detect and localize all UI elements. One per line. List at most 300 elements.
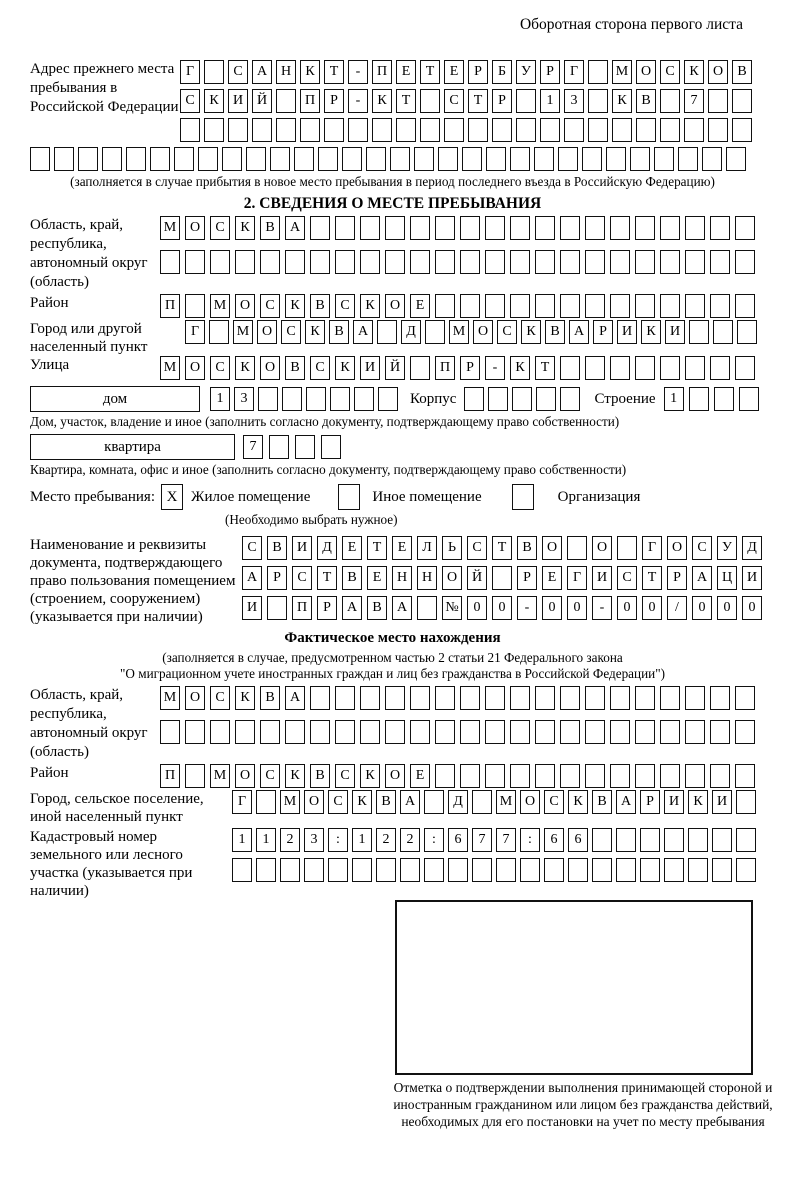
char-box [735, 686, 755, 710]
char-row [464, 387, 580, 411]
char-box [610, 356, 630, 380]
char-box [285, 720, 305, 744]
char-box [472, 858, 492, 882]
char-box: Т [420, 60, 440, 84]
char-box [424, 858, 444, 882]
char-box [510, 686, 530, 710]
char-box: Д [401, 320, 421, 344]
char-box: Л [417, 536, 437, 560]
char-box: И [242, 596, 262, 620]
char-box [535, 686, 555, 710]
char-box: К [335, 356, 355, 380]
char-box [435, 250, 455, 274]
char-box [485, 764, 505, 788]
char-box [610, 720, 630, 744]
char-box: К [688, 790, 708, 814]
char-box: - [517, 596, 537, 620]
char-box [617, 536, 637, 560]
char-box [660, 686, 680, 710]
char-box: К [204, 89, 224, 113]
char-box: К [300, 60, 320, 84]
char-box: М [496, 790, 516, 814]
char-box: 1 [352, 828, 372, 852]
char-box [295, 435, 315, 459]
char-box [472, 790, 492, 814]
char-box: Р [267, 566, 287, 590]
char-box [660, 118, 680, 142]
char-box [486, 147, 506, 171]
char-box [310, 720, 330, 744]
actual-location-title: Фактическое место нахождения [284, 630, 501, 646]
char-box: В [310, 764, 330, 788]
house-caption: Дом, участок, владение и иное (заполнить согласно документу, подтверждающему право собственности) [30, 414, 620, 429]
char-box [710, 356, 730, 380]
char-box: Р [492, 89, 512, 113]
char-box [306, 387, 326, 411]
char-box [560, 764, 580, 788]
char-box: 0 [642, 596, 662, 620]
char-box [210, 250, 230, 274]
char-row [160, 686, 755, 710]
char-box [512, 387, 532, 411]
char-box [376, 858, 396, 882]
char-box: Т [367, 536, 387, 560]
char-box [420, 89, 440, 113]
char-box: В [732, 60, 752, 84]
document-rows [242, 536, 762, 620]
char-box [185, 294, 205, 318]
char-box: С [335, 294, 355, 318]
char-box [710, 686, 730, 710]
char-box [209, 320, 229, 344]
char-box: В [329, 320, 349, 344]
char-box: Т [317, 566, 337, 590]
char-box: С [544, 790, 564, 814]
char-box [560, 294, 580, 318]
char-box [660, 356, 680, 380]
char-box: О [520, 790, 540, 814]
char-box: О [257, 320, 277, 344]
char-box: К [612, 89, 632, 113]
char-box [592, 828, 612, 852]
char-box: М [210, 294, 230, 318]
char-box: 0 [542, 596, 562, 620]
char-box [210, 720, 230, 744]
char-box [636, 118, 656, 142]
char-box [260, 250, 280, 274]
char-box: А [285, 686, 305, 710]
char-box: 7 [472, 828, 492, 852]
char-box [435, 720, 455, 744]
char-box [612, 118, 632, 142]
char-box: 6 [544, 828, 564, 852]
char-box [710, 216, 730, 240]
char-box: В [545, 320, 565, 344]
char-box: М [233, 320, 253, 344]
char-box: 1 [664, 387, 684, 411]
char-box: О [473, 320, 493, 344]
district-block [30, 294, 755, 318]
char-box [414, 147, 434, 171]
char-box: А [692, 566, 712, 590]
char-row [180, 60, 752, 84]
char-box [735, 720, 755, 744]
street-block [30, 356, 755, 380]
char-box [708, 89, 728, 113]
char-box: В [367, 596, 387, 620]
char-box [410, 356, 430, 380]
char-box [304, 858, 324, 882]
char-box [585, 720, 605, 744]
char-box [424, 790, 444, 814]
char-box [360, 720, 380, 744]
char-box [354, 387, 374, 411]
char-box: Г [564, 60, 584, 84]
char-box [588, 89, 608, 113]
char-box [510, 764, 530, 788]
char-box: В [260, 686, 280, 710]
char-box: А [392, 596, 412, 620]
char-box [378, 387, 398, 411]
city-block [30, 320, 755, 356]
char-box [352, 858, 372, 882]
char-box: С [180, 89, 200, 113]
char-box: С [328, 790, 348, 814]
char-box: С [467, 536, 487, 560]
char-box [588, 118, 608, 142]
char-box [280, 858, 300, 882]
char-box [710, 294, 730, 318]
char-box [635, 764, 655, 788]
char-box [585, 294, 605, 318]
char-box: 7 [496, 828, 516, 852]
char-box: В [376, 790, 396, 814]
option-organization-label: Организация [557, 488, 641, 505]
char-box [390, 147, 410, 171]
char-box [318, 147, 338, 171]
char-box [534, 147, 554, 171]
char-box [435, 216, 455, 240]
char-box: К [568, 790, 588, 814]
char-box [702, 147, 722, 171]
char-row [242, 596, 762, 620]
actual-city-block [30, 790, 755, 826]
char-box [685, 294, 705, 318]
char-box: 1 [210, 387, 230, 411]
char-box [460, 294, 480, 318]
char-box: 2 [400, 828, 420, 852]
char-row [160, 294, 755, 318]
char-box [256, 790, 276, 814]
char-box [536, 387, 556, 411]
char-box: К [360, 764, 380, 788]
char-box: Р [593, 320, 613, 344]
char-box [560, 216, 580, 240]
char-box: Е [396, 60, 416, 84]
char-box [585, 250, 605, 274]
char-box [385, 250, 405, 274]
stay-type-label: Место пребывания: [30, 488, 155, 505]
char-box [684, 118, 704, 142]
char-box [535, 764, 555, 788]
char-box: П [292, 596, 312, 620]
char-box [640, 828, 660, 852]
char-box [735, 250, 755, 274]
char-box [342, 147, 362, 171]
district-label: Район [30, 295, 69, 311]
char-box: О [385, 294, 405, 318]
char-box: С [444, 89, 464, 113]
option-residential-label: Жилое помещение [191, 488, 311, 505]
char-row [210, 387, 398, 411]
char-row [180, 89, 752, 113]
char-box: Т [642, 566, 662, 590]
char-box: С [210, 356, 230, 380]
char-box [400, 858, 420, 882]
char-box: 2 [376, 828, 396, 852]
char-box [685, 686, 705, 710]
char-box [160, 250, 180, 274]
char-box: Е [542, 566, 562, 590]
cadastral-block [30, 828, 755, 900]
char-box: 0 [467, 596, 487, 620]
char-box: Ь [442, 536, 462, 560]
char-box: К [510, 356, 530, 380]
char-box: В [267, 536, 287, 560]
char-box [377, 320, 397, 344]
char-box: К [235, 686, 255, 710]
char-box: Р [540, 60, 560, 84]
char-box: 0 [717, 596, 737, 620]
char-box: В [285, 356, 305, 380]
char-box [485, 216, 505, 240]
actual-district-block [30, 764, 755, 788]
char-box: 3 [564, 89, 584, 113]
char-box [78, 147, 98, 171]
char-box [708, 118, 728, 142]
char-box: Е [367, 566, 387, 590]
char-box: Р [640, 790, 660, 814]
char-box [732, 118, 752, 142]
char-box [710, 720, 730, 744]
char-box [228, 118, 248, 142]
char-box [664, 828, 684, 852]
char-box [714, 387, 734, 411]
char-box [492, 566, 512, 590]
region-block [30, 216, 755, 292]
prev-address-rows [180, 60, 752, 142]
char-row [160, 216, 755, 240]
char-box [685, 356, 705, 380]
stroenie-label: Строение [594, 390, 656, 407]
char-box: Б [492, 60, 512, 84]
char-row [242, 566, 762, 590]
char-box [310, 686, 330, 710]
char-box: Т [468, 89, 488, 113]
char-box [568, 858, 588, 882]
char-box: Е [410, 294, 430, 318]
char-row [160, 250, 755, 274]
char-box [485, 720, 505, 744]
char-box: О [592, 536, 612, 560]
char-box [360, 686, 380, 710]
char-box: О [260, 356, 280, 380]
char-box [712, 828, 732, 852]
char-box [438, 147, 458, 171]
char-box: У [717, 536, 737, 560]
char-box [558, 147, 578, 171]
char-box [712, 858, 732, 882]
char-box: К [235, 216, 255, 240]
char-box: О [235, 764, 255, 788]
char-box: П [160, 294, 180, 318]
char-box: - [348, 60, 368, 84]
char-box: К [372, 89, 392, 113]
char-box [592, 858, 612, 882]
char-box: А [285, 216, 305, 240]
char-box: И [228, 89, 248, 113]
char-box [321, 435, 341, 459]
char-box: О [185, 356, 205, 380]
char-box: 0 [742, 596, 762, 620]
char-box [328, 858, 348, 882]
char-box: П [160, 764, 180, 788]
char-box [685, 764, 705, 788]
char-row [180, 118, 752, 142]
char-box: В [592, 790, 612, 814]
char-box [678, 147, 698, 171]
char-box: Р [317, 596, 337, 620]
char-row [160, 720, 755, 744]
char-box: С [260, 294, 280, 318]
apartment-caption: Квартира, комната, офис и иное (заполнить согласно документу, подтверждающему право собственности) [30, 462, 627, 477]
char-box [360, 216, 380, 240]
char-box: Й [385, 356, 405, 380]
char-box: К [521, 320, 541, 344]
char-box [660, 216, 680, 240]
char-box [252, 118, 272, 142]
char-box: И [665, 320, 685, 344]
char-box [737, 320, 757, 344]
char-box [300, 118, 320, 142]
page-side-note: Оборотная сторона первого листа [519, 16, 743, 33]
char-box [335, 216, 355, 240]
char-box [246, 147, 266, 171]
char-box: 7 [684, 89, 704, 113]
char-box: Г [185, 320, 205, 344]
char-box [185, 764, 205, 788]
char-box [496, 858, 516, 882]
char-box: О [667, 536, 687, 560]
char-row [160, 764, 755, 788]
char-box [435, 764, 455, 788]
char-box: 1 [540, 89, 560, 113]
char-box [417, 596, 437, 620]
char-box: М [160, 356, 180, 380]
char-box [460, 686, 480, 710]
char-box: О [636, 60, 656, 84]
char-box: О [708, 60, 728, 84]
char-box: К [285, 764, 305, 788]
char-box [560, 356, 580, 380]
char-box [660, 89, 680, 113]
char-box [610, 250, 630, 274]
actual-region-rows [160, 686, 755, 744]
char-box: 6 [568, 828, 588, 852]
char-box [689, 387, 709, 411]
char-box: О [235, 294, 255, 318]
char-box: : [520, 828, 540, 852]
char-box [635, 356, 655, 380]
char-box [560, 720, 580, 744]
char-box: С [617, 566, 637, 590]
char-box: Д [742, 536, 762, 560]
char-box: - [592, 596, 612, 620]
char-box [460, 720, 480, 744]
char-box [485, 686, 505, 710]
char-box [560, 250, 580, 274]
char-box [516, 118, 536, 142]
char-box: М [160, 216, 180, 240]
char-box: Т [492, 536, 512, 560]
char-box: 1 [232, 828, 252, 852]
char-box: Т [396, 89, 416, 113]
char-box [385, 216, 405, 240]
char-box [174, 147, 194, 171]
char-box [510, 147, 530, 171]
char-box [736, 828, 756, 852]
char-box [610, 686, 630, 710]
char-box: С [497, 320, 517, 344]
char-box [635, 250, 655, 274]
actual-note-line2: "О миграционном учете иностранных граждан и лиц без гражданства в Российской Федерации") [120, 666, 665, 681]
char-box [180, 118, 200, 142]
char-box: В [260, 216, 280, 240]
char-box: Р [324, 89, 344, 113]
char-row [243, 435, 341, 459]
char-box [385, 686, 405, 710]
char-box [348, 118, 368, 142]
char-box: В [310, 294, 330, 318]
char-box [366, 147, 386, 171]
char-box [689, 320, 709, 344]
char-box: П [300, 89, 320, 113]
char-box [635, 294, 655, 318]
char-box [567, 536, 587, 560]
char-box: У [516, 60, 536, 84]
char-box [630, 147, 650, 171]
stamp-caption: Отметка о подтверждении выполнения принимающей стороной и иностранным гражданином или лицом без гражданства действий, необходимых для его постановки на учет по месту пребывания [393, 1080, 773, 1129]
house-field-box: дом [30, 386, 200, 412]
actual-city-label: Город, сельское поселение, иной населенный пункт [30, 791, 204, 825]
char-box [732, 89, 752, 113]
char-box: Т [535, 356, 555, 380]
char-box [510, 294, 530, 318]
char-box: К [285, 294, 305, 318]
char-box: Н [392, 566, 412, 590]
char-box: А [252, 60, 272, 84]
char-box: Р [667, 566, 687, 590]
char-box [739, 387, 759, 411]
char-box: М [449, 320, 469, 344]
char-box [160, 720, 180, 744]
char-box: Н [276, 60, 296, 84]
char-box [410, 216, 430, 240]
char-box: 6 [448, 828, 468, 852]
char-box [520, 858, 540, 882]
section2-title: 2. СВЕДЕНИЯ О МЕСТЕ ПРЕБЫВАНИЯ [243, 195, 542, 212]
char-box [185, 250, 205, 274]
